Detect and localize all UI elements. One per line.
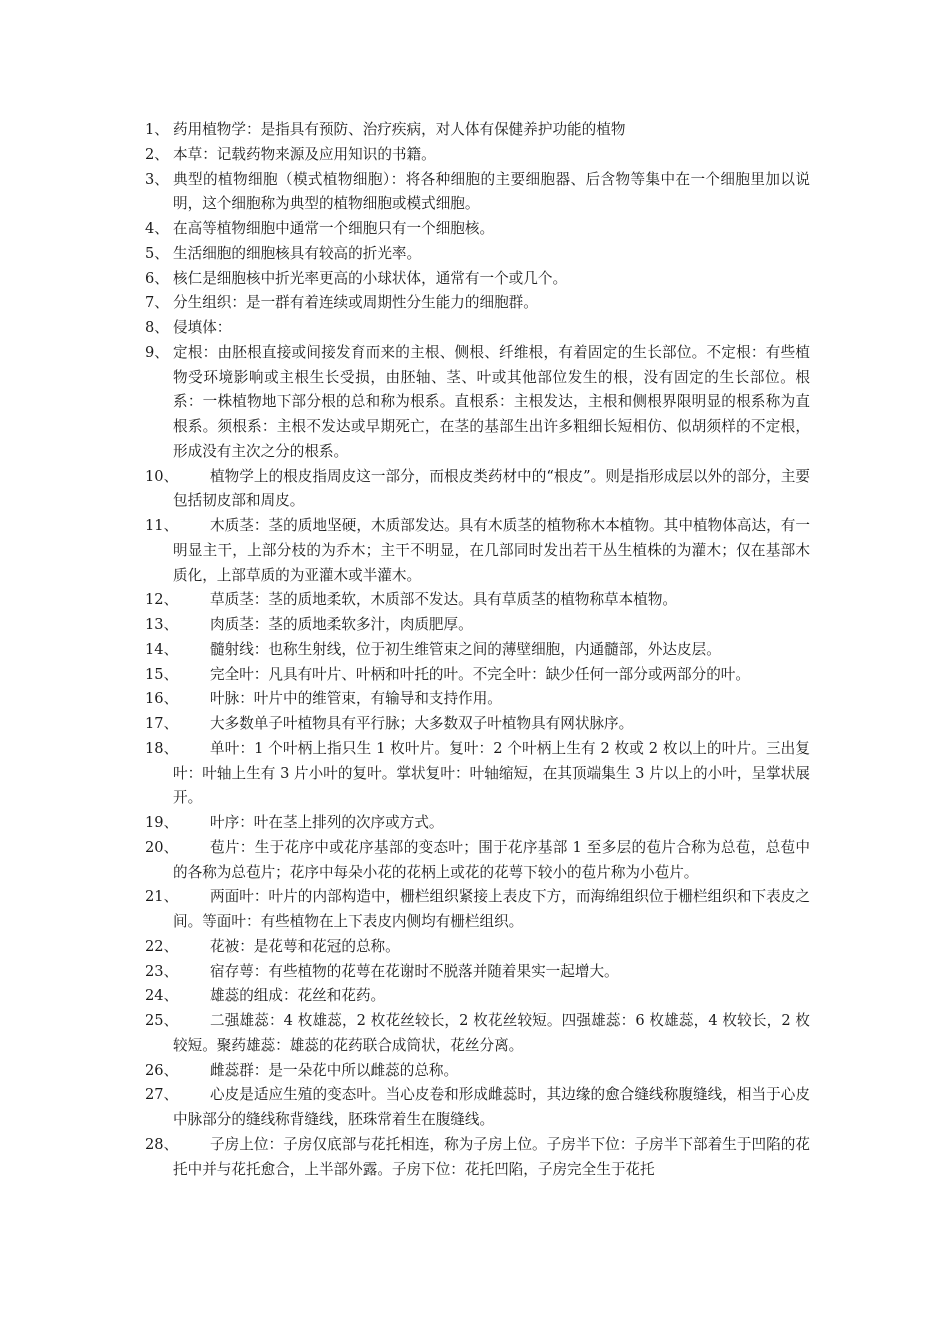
item-number: 4、 <box>145 220 169 237</box>
item-number: 24、 <box>145 987 179 1005</box>
item-number: 5、 <box>145 244 169 262</box>
definition-list <box>145 118 810 1182</box>
item-text: 心皮是适应生殖的变态叶。当心皮卷和形成雌蕊时，其边缘的愈合缝线称腹缝线，相当于心皮中脉部分的缝线称背缝线，胚珠常着生在腹缝线。 <box>173 1086 810 1128</box>
item-number: 3、 <box>145 170 169 188</box>
item-text: 肉质茎：茎的质地柔软多汁，肉质肥厚。 <box>210 616 473 633</box>
item-text: 生活细胞的细胞核具有较高的折光率。 <box>173 244 422 262</box>
item-text: 叶脉：叶片中的维管束，有输导和支持作用。 <box>210 690 502 708</box>
item-text: 子房上位：子房仅底部与花托相连，称为子房上位。子房半下位：子房半下部着生于凹陷的花托中并与花托愈合，上半部外露。子房下位：花托凹陷，子房完全生于花托 <box>173 1135 810 1178</box>
list-item <box>145 811 810 836</box>
item-number: 10、 <box>145 467 179 485</box>
item-number: 18、 <box>145 739 179 757</box>
list-item <box>145 613 810 638</box>
item-text: 叶序：叶在茎上排列的次序或方式。 <box>210 814 444 831</box>
list-item <box>145 836 810 886</box>
item-text: 大多数单子叶植物具有平行脉；大多数双子叶植物具有网状脉序。 <box>210 715 634 732</box>
item-text: 花被：是花萼和花冠的总称。 <box>210 937 400 955</box>
list-item <box>145 1083 810 1133</box>
item-text: 侵填体： <box>173 319 232 336</box>
list-item <box>145 1133 810 1183</box>
item-number: 8、 <box>145 319 169 336</box>
item-number: 11、 <box>145 517 179 534</box>
item-text: 分生组织：是一群有着连续或周期性分生能力的细胞群。 <box>173 294 538 312</box>
item-number: 15、 <box>145 665 179 683</box>
item-number: 21、 <box>145 888 179 906</box>
list-item <box>145 663 810 688</box>
item-text: 药用植物学：是指具有预防、治疗疾病，对人体有保健养护功能的植物 <box>173 121 626 138</box>
list-item <box>145 341 810 465</box>
item-number: 13、 <box>145 616 179 633</box>
list-item <box>145 168 810 218</box>
item-text: 草质茎：茎的质地柔软，木质部不发达。具有草质茎的植物称草本植物。 <box>210 591 678 609</box>
item-text: 本草：记载药物来源及应用知识的书籍。 <box>173 145 436 163</box>
list-item <box>145 143 810 168</box>
item-number: 6、 <box>145 269 169 287</box>
item-number: 14、 <box>145 640 179 658</box>
item-number: 7、 <box>145 294 169 312</box>
list-item <box>145 118 810 143</box>
item-text: 木质茎：茎的质地坚硬，木质部发达。具有木质茎的植物称木本植物。其中植物体高达，有一明显主干，上部分枝的为乔木；主干不明显，在几部同时发出若干丛生植株的为灌木；仅在基部木质化，上部草质的为亚灌木或半灌木。 <box>173 517 810 584</box>
item-number: 12、 <box>145 591 179 609</box>
item-number: 17、 <box>145 715 179 732</box>
item-number: 20、 <box>145 838 179 856</box>
item-number: 28、 <box>145 1135 179 1153</box>
list-item <box>145 1009 810 1059</box>
item-text: 宿存萼：有些植物的花萼在花谢时不脱落并随着果实一起增大。 <box>210 962 619 980</box>
item-number: 23、 <box>145 962 179 980</box>
item-number: 19、 <box>145 814 179 831</box>
list-item <box>145 935 810 960</box>
item-number: 2、 <box>145 145 169 163</box>
list-item <box>145 465 810 515</box>
list-item <box>145 885 810 935</box>
item-number: 1、 <box>145 121 169 138</box>
list-item <box>145 960 810 985</box>
list-item <box>145 687 810 712</box>
item-number: 26、 <box>145 1061 179 1079</box>
list-item <box>145 588 810 613</box>
item-text: 定根：由胚根直接或间接发育而来的主根、侧根、纤维根，有着固定的生长部位。不定根：有些植物受环境影响或主根生长受损，由胚轴、茎、叶或其他部位发生的根，没有固定的生长部位。根系：一株植物地下部分根的总和称为根系。直根系：主根发达，主根和侧根界限明显的根系称为直根系。须根系：主根不发达或早期死亡，在茎的基部生出许多粗细长短相仿、似胡须样的不定根，形成没有主次之分的根系。 <box>173 343 810 460</box>
list-item <box>145 737 810 811</box>
item-number: 25、 <box>145 1012 179 1029</box>
list-item <box>145 217 810 242</box>
item-text: 植物学上的根皮指周皮这一部分，而根皮类药材中的“根皮”。则是指形成层以外的部分，主要包括韧皮部和周皮。 <box>173 467 810 510</box>
item-text: 典型的植物细胞（模式植物细胞）：将各种细胞的主要细胞器、后含物等集中在一个细胞里加以说明，这个细胞称为典型的植物细胞或模式细胞。 <box>173 170 810 213</box>
item-text: 苞片：生于花序中或花序基部的变态叶；围于花序基部 1 至多层的苞片合称为总苞，总苞中的各称为总苞片；花序中每朵小花的花柄上或花的花萼下较小的苞片称为小苞片。 <box>173 838 810 881</box>
list-item <box>145 984 810 1009</box>
item-text: 髓射线：也称生射线，位于初生维管束之间的薄壁细胞，内通髓部，外达皮层。 <box>210 640 721 658</box>
list-item <box>145 267 810 292</box>
list-item <box>145 514 810 588</box>
item-text: 两面叶：叶片的内部构造中，栅栏组织紧接上表皮下方，而海绵组织位于栅栏组织和下表皮之间。等面叶：有些植物在上下表皮内侧均有栅栏组织。 <box>173 888 810 930</box>
list-item <box>145 638 810 663</box>
list-item <box>145 712 810 737</box>
item-text: 核仁是细胞核中折光率更高的小球状体，通常有一个或几个。 <box>173 269 568 287</box>
item-text: 在高等植物细胞中通常一个细胞只有一个细胞核。 <box>173 220 495 237</box>
item-text: 二强雄蕊：4 枚雄蕊，2 枚花丝较长，2 枚花丝较短。四强雄蕊：6 枚雄蕊，4 枚较长，2 枚较短。聚药雄蕊：雄蕊的花药联合成筒状，花丝分离。 <box>173 1012 810 1054</box>
item-number: 22、 <box>145 937 179 955</box>
item-number: 16、 <box>145 690 179 708</box>
item-text: 雄蕊的组成：花丝和花药。 <box>210 987 386 1005</box>
list-item <box>145 291 810 316</box>
list-item <box>145 1059 810 1084</box>
item-number: 27、 <box>145 1086 179 1104</box>
list-item <box>145 316 810 341</box>
item-text: 完全叶：凡具有叶片、叶柄和叶托的叶。不完全叶：缺少任何一部分或两部分的叶。 <box>210 665 750 683</box>
item-text: 雌蕊群：是一朵花中所以雌蕊的总称。 <box>210 1061 459 1079</box>
item-number: 9、 <box>145 343 169 361</box>
item-text: 单叶：1 个叶柄上指只生 1 枚叶片。复叶：2 个叶柄上生有 2 枚或 2 枚以上的叶片。三出复叶：叶轴上生有 3 片小叶的复叶。掌状复叶：叶轴缩短，在其顶端集生 3 片以上的小叶，呈掌状展开。 <box>173 739 810 807</box>
list-item <box>145 242 810 267</box>
